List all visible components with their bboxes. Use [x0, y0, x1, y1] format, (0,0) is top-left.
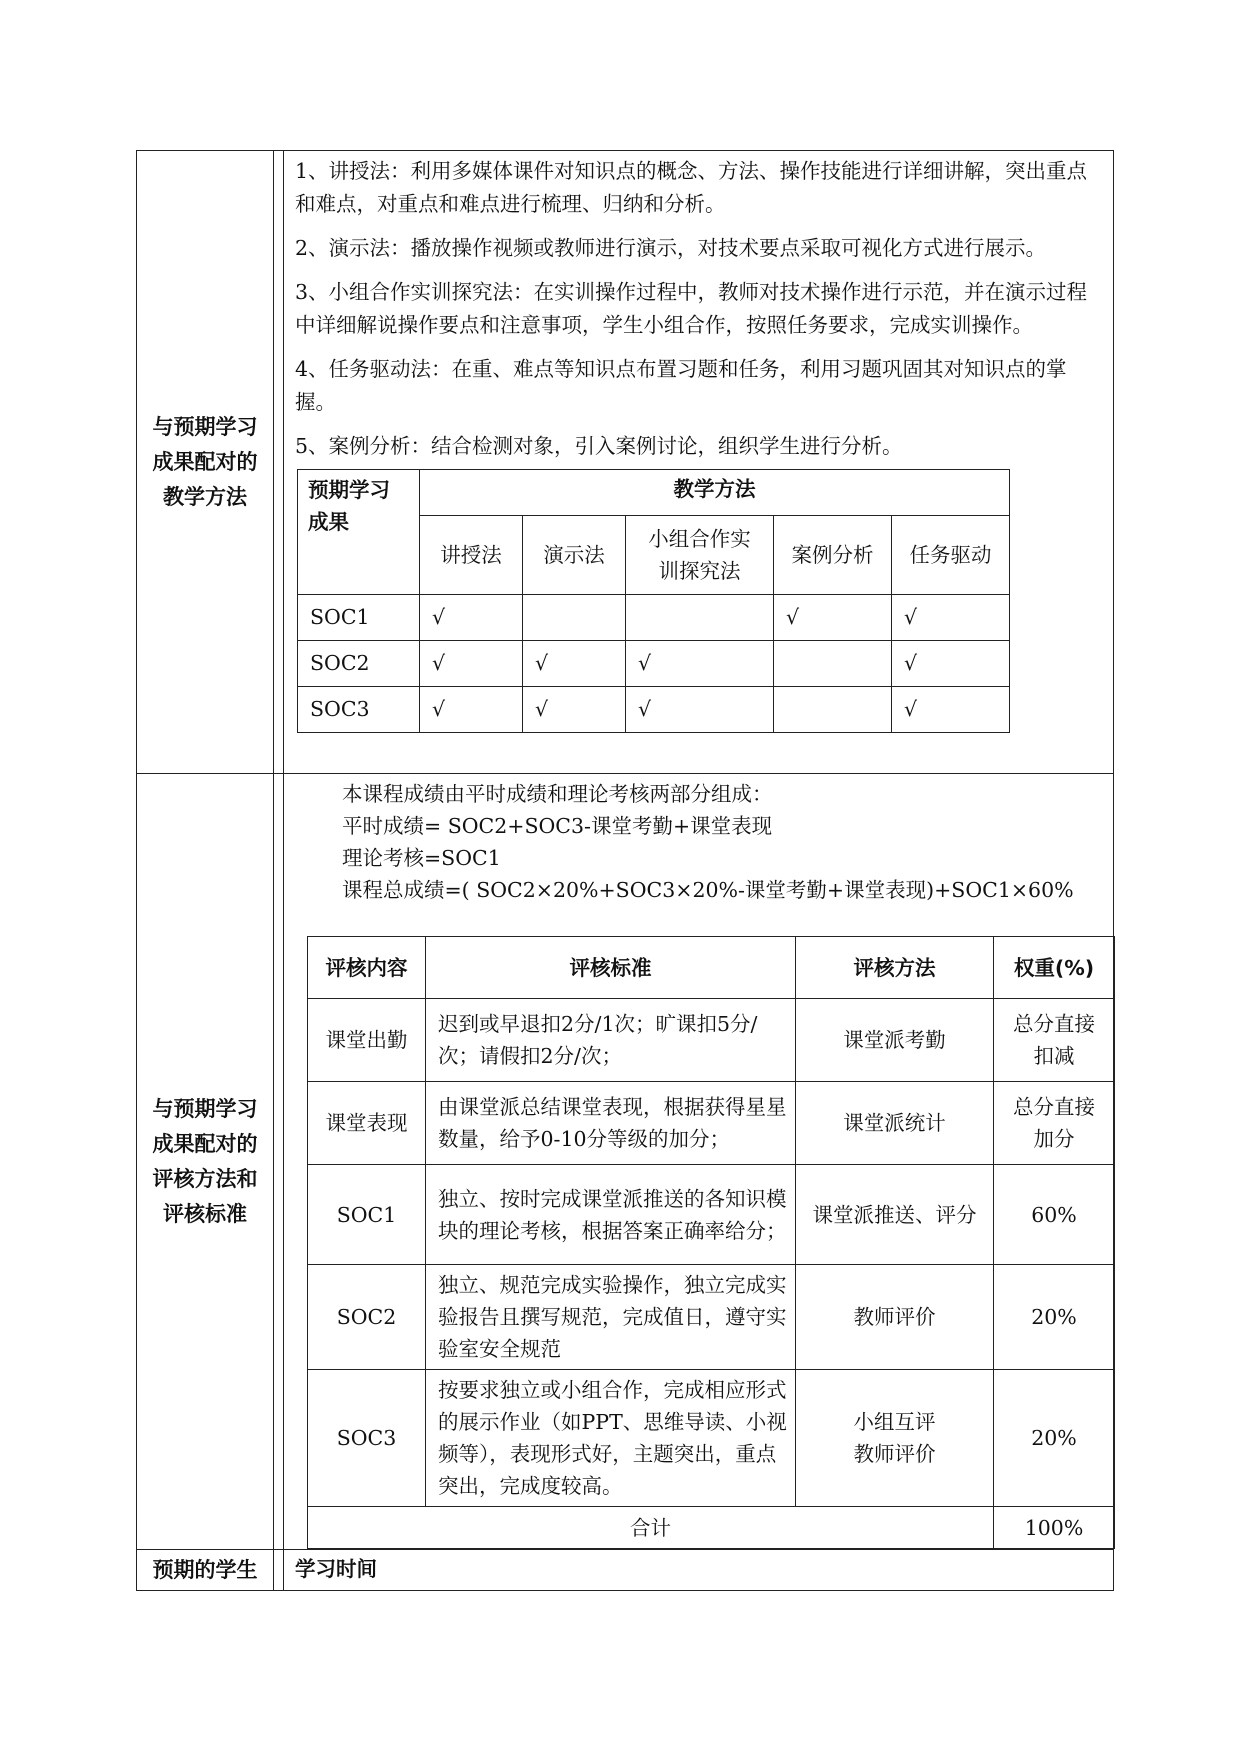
assess-weight-line: 总分直接 [1013, 1095, 1095, 1119]
matrix-row-soc3 [298, 687, 1010, 733]
method-paragraph-2: 2、演示法：播放操作视频或教师进行演示，对技术要点采取可视化方式进行展示。 [295, 236, 1047, 260]
method-header-group-inquiry [626, 516, 774, 595]
matrix-mark: √ [774, 595, 892, 641]
matrix-outcome: SOC2 [298, 641, 420, 687]
corner-line: 预期学习 [308, 478, 390, 502]
assessment-label [137, 774, 274, 1550]
label-line: 评核标准 [163, 1201, 247, 1226]
matrix-mark [523, 595, 626, 641]
method-paragraph-5: 5、案例分析：结合检测对象，引入案例讨论，组织学生进行分析。 [295, 434, 903, 458]
label-line: 与预期学习 [152, 414, 258, 439]
label-line: 教学方法 [163, 484, 247, 509]
matrix-corner-header [298, 470, 420, 595]
matrix-mark [774, 687, 892, 733]
methods-matrix [297, 469, 1010, 733]
matrix-row-soc1 [298, 595, 1010, 641]
method-paragraph-4: 4、任务驱动法：在重、难点等知识点布置习题和任务，利用习题巩固其对知识点的掌握。 [295, 357, 1067, 414]
label-line: 与预期学习 [152, 1096, 258, 1121]
matrix-mark: √ [892, 595, 1010, 641]
assess-method-line: 课堂派统计 [843, 1111, 946, 1135]
assessment-row [137, 774, 1114, 1550]
assess-item: 课堂出勤 [308, 999, 426, 1082]
header-standard: 评核标准 [426, 937, 796, 999]
assessment-content [284, 774, 1114, 1550]
method-header-text: 小组合作实 [648, 527, 751, 552]
matrix-mark: √ [626, 687, 774, 733]
assess-method-line: 课堂派考勤 [843, 1028, 946, 1052]
matrix-mark: √ [420, 595, 523, 641]
grade-intro: 本课程成绩由平时成绩和理论考核两部分组成： [342, 782, 773, 806]
assess-item: SOC2 [308, 1265, 426, 1370]
assess-weight [994, 1082, 1115, 1165]
method-header-text: 讲授法 [440, 542, 502, 567]
header-item: 评核内容 [308, 937, 426, 999]
matrix-outcome: SOC3 [298, 687, 420, 733]
matrix-mark: √ [420, 641, 523, 687]
column-separator [274, 151, 284, 774]
teaching-methods-label [137, 151, 274, 774]
assess-method-line: 教师评价 [853, 1442, 936, 1466]
assess-method-line: 课堂派推送、评分 [812, 1202, 977, 1227]
method-header-text: 训探究法 [658, 559, 741, 584]
assess-weight-line: 扣减 [1033, 1044, 1075, 1068]
study-time-label: 预期的学生 [137, 1550, 274, 1591]
assess-weight-line: 加分 [1033, 1127, 1075, 1151]
matrix-mark: √ [892, 687, 1010, 733]
total-grade-formula: 课程总成绩=( SOC2×20%+SOC3×20%-课堂考勤+课堂表现)+SOC1×60% [342, 878, 1074, 902]
assessment-row-soc1 [308, 1165, 1115, 1265]
assess-weight-line: 20% [1031, 1305, 1077, 1329]
column-separator [274, 774, 284, 1550]
assess-method-line: 小组互评 [853, 1410, 936, 1434]
assess-item: SOC1 [308, 1165, 426, 1265]
matrix-row-soc2 [298, 641, 1010, 687]
label-line: 成果配对的 [152, 449, 258, 474]
assessment-header-row [308, 937, 1115, 999]
matrix-mark: √ [626, 641, 774, 687]
assess-weight-line: 总分直接 [1013, 1012, 1095, 1036]
assess-method [796, 1370, 994, 1507]
usual-grade-formula: 平时成绩= SOC2+SOC3-课堂考勤+课堂表现 [342, 814, 773, 838]
method-header-demo [523, 516, 626, 595]
matrix-mark: √ [420, 687, 523, 733]
theory-grade-formula: 理论考核=SOC1 [342, 846, 501, 870]
assess-weight [994, 1265, 1115, 1370]
matrix-group-header: 教学方法 [420, 470, 1010, 516]
assessment-row-soc3 [308, 1370, 1115, 1507]
assess-method [796, 1165, 994, 1265]
matrix-mark [774, 641, 892, 687]
matrix-mark [626, 595, 774, 641]
matrix-mark: √ [892, 641, 1010, 687]
assess-standard: 迟到或早退扣2分/1次；旷课扣5分/次；请假扣2分/次； [426, 999, 796, 1082]
syllabus-table [136, 150, 1114, 1591]
assess-method [796, 1082, 994, 1165]
assess-weight [994, 1165, 1115, 1265]
assessment-row-attendance [308, 999, 1115, 1082]
assessment-row-performance [308, 1082, 1115, 1165]
method-header-text: 案例分析 [791, 542, 874, 567]
assess-standard: 按要求独立或小组合作，完成相应形式的展示作业（如PPT、思维导读、小视频等），表现形式好，主题突出，重点突出，完成度较高。 [426, 1370, 796, 1507]
header-weight: 权重(%) [994, 937, 1115, 999]
assess-weight-line: 20% [1031, 1426, 1077, 1450]
method-paragraph-3: 3、小组合作实训探究法：在实训操作过程中，教师对技术操作进行示范，并在演示过程中详细解说操作要点和注意事项，学生小组合作，按照任务要求，完成实训操作。 [295, 280, 1088, 337]
matrix-mark: √ [523, 687, 626, 733]
label-line: 成果配对的 [152, 1131, 258, 1156]
method-paragraph-1: 1、讲授法：利用多媒体课件对知识点的概念、方法、操作技能进行详细讲解，突出重点和难点，对重点和难点进行梳理、归纳和分析。 [295, 159, 1088, 216]
assess-weight-line: 60% [1031, 1202, 1077, 1227]
assessment-table [307, 936, 1115, 1549]
method-header-lecture [420, 516, 523, 595]
total-label: 合计 [308, 1507, 994, 1549]
teaching-methods-content [284, 151, 1114, 774]
assess-method [796, 999, 994, 1082]
assess-standard: 由课堂派总结课堂表现，根据获得星星数量，给予0-10分等级的加分； [426, 1082, 796, 1165]
assess-item: SOC3 [308, 1370, 426, 1507]
assess-item: 课堂表现 [308, 1082, 426, 1165]
method-header-text: 任务驱动 [909, 542, 992, 567]
study-time-title: 学习时间 [284, 1550, 1114, 1591]
total-value: 100% [994, 1507, 1115, 1549]
method-header-case [774, 516, 892, 595]
assessment-row-soc2 [308, 1265, 1115, 1370]
matrix-mark: √ [523, 641, 626, 687]
assess-weight [994, 1370, 1115, 1507]
method-header-task [892, 516, 1010, 595]
header-method: 评核方法 [796, 937, 994, 999]
assess-method [796, 1265, 994, 1370]
assess-standard: 独立、规范完成实验操作，独立完成实验报告且撰写规范，完成值日，遵守实验室安全规范 [426, 1265, 796, 1370]
corner-line: 成果 [308, 510, 349, 534]
teaching-methods-row [137, 151, 1114, 774]
method-header-text: 演示法 [543, 542, 605, 567]
assessment-total-row [308, 1507, 1115, 1549]
matrix-outcome: SOC1 [298, 595, 420, 641]
study-time-row [137, 1550, 1114, 1591]
label-line: 评核方法和 [152, 1166, 258, 1191]
assess-standard: 独立、按时完成课堂派推送的各知识模块的理论考核，根据答案正确率给分； [426, 1165, 796, 1265]
assess-weight [994, 999, 1115, 1082]
assess-method-line: 教师评价 [853, 1305, 936, 1329]
column-separator [274, 1550, 284, 1591]
